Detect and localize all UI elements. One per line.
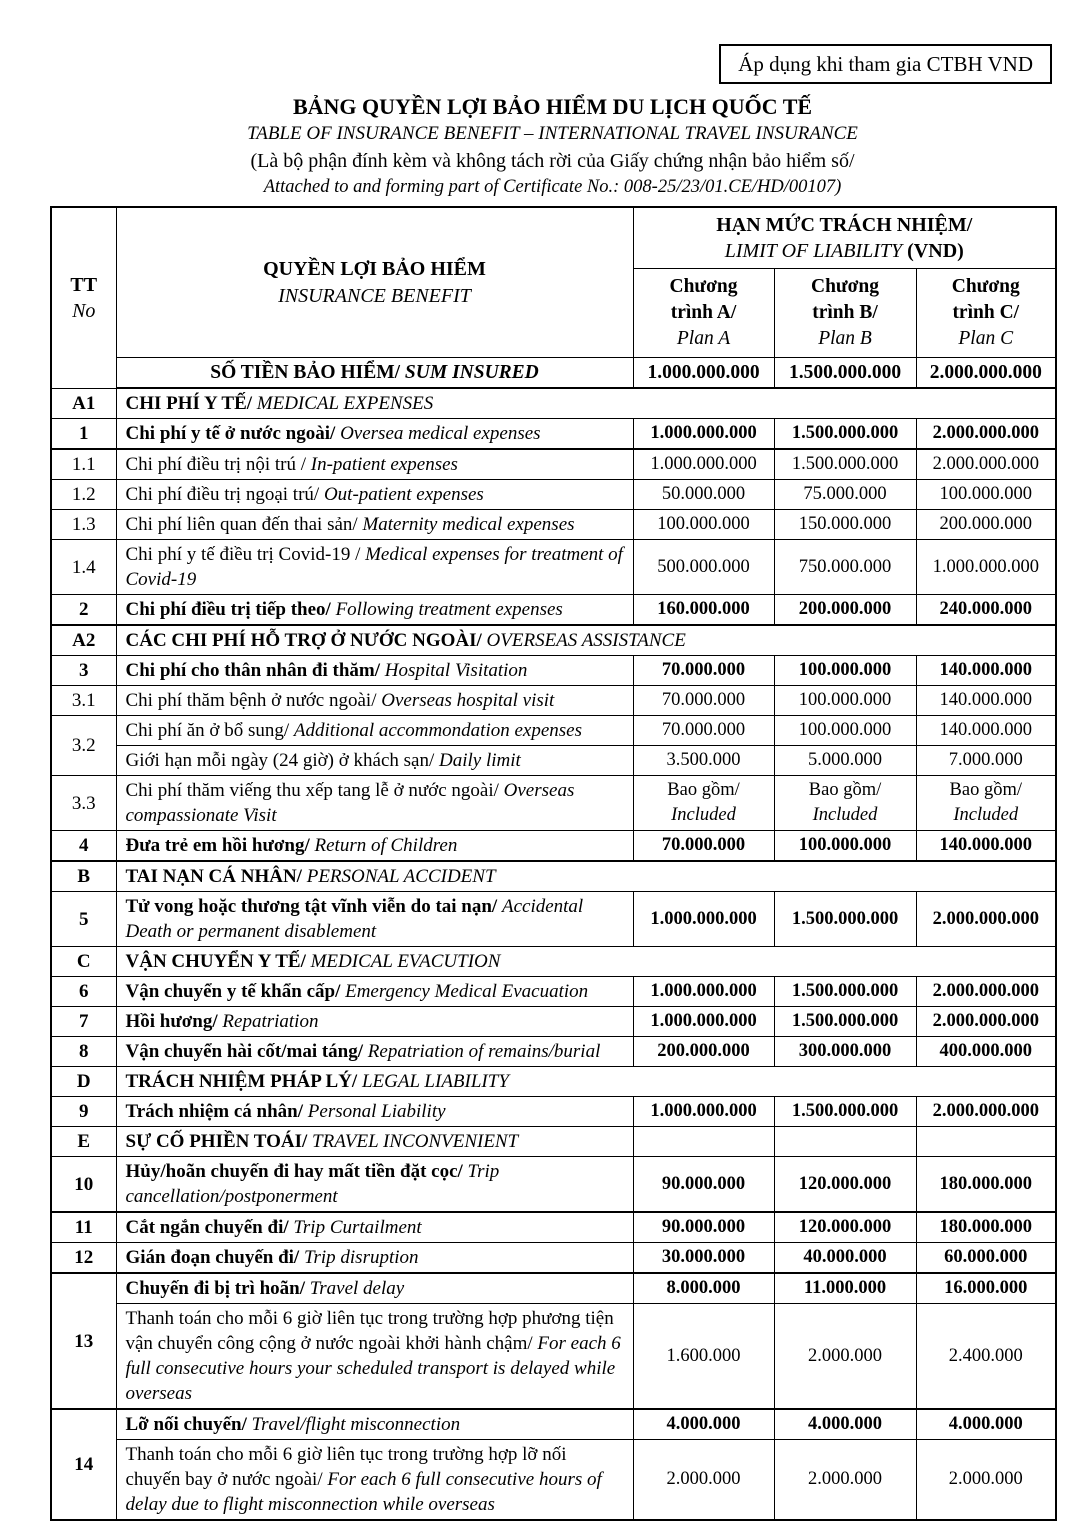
tt-cell xyxy=(51,656,116,686)
benefit-text-en: Following treatment expenses xyxy=(335,599,563,620)
benefit-text-vn: Chi phí điều trị nội trú / xyxy=(125,454,311,475)
value-cell-plan-c: 7.000.000 xyxy=(916,746,1056,776)
benefit-cell xyxy=(116,1037,633,1067)
value-cell-plan-a: 2.000.000 xyxy=(633,1440,774,1521)
value-cell-plan-a: 1.600.000 xyxy=(633,1304,774,1410)
benefit-text-vn: SỰ CỐ PHIỀN TOÁI/ xyxy=(125,1131,308,1152)
value-cell-plan-a: 90.000.000 xyxy=(633,1212,774,1243)
table-row-5 xyxy=(51,892,1056,947)
row-number: 1.2 xyxy=(71,484,96,505)
value-cell-plan-a-empty xyxy=(633,1127,774,1157)
benefit-text-en: Trip disruption xyxy=(303,1247,419,1268)
benefit-cell xyxy=(116,686,633,716)
value-cell-plan-c: 1.000.000.000 xyxy=(916,540,1056,595)
value-cell-plan-a: 90.000.000 xyxy=(633,1157,774,1213)
value-cell-plan-b: 100.000.000 xyxy=(774,831,916,862)
benefit-text-en: Repatriation of remains/burial xyxy=(367,1041,601,1062)
benefit-text-vn: Tử vong hoặc thương tật vĩnh viễn do tai nạn/ xyxy=(125,896,502,917)
value-cell-plan-b: 100.000.000 xyxy=(774,716,916,746)
value-cell-plan-b: 120.000.000 xyxy=(774,1212,916,1243)
value-cell-plan-a: 70.000.000 xyxy=(633,656,774,686)
table-row-3.1 xyxy=(51,686,1056,716)
table-row-3.2 xyxy=(51,716,1056,746)
benefit-text-vn: TRÁCH NHIỆM PHÁP LÝ/ xyxy=(125,1071,358,1092)
sum-insured-label-cell xyxy=(116,358,633,389)
value-cell-plan-c xyxy=(916,776,1056,831)
benefit-cell xyxy=(116,595,633,626)
tt-cell xyxy=(51,1097,116,1127)
plan-a-header-cell xyxy=(633,269,774,358)
benefit-text-vn: Thanh toán cho mỗi 6 giờ liên tục trong trường hợp lỡ nối chuyến bay ở nước ngoài/ xyxy=(125,1444,567,1490)
value-cell-plan-b: 5.000.000 xyxy=(774,746,916,776)
certificate-note-vn: (Là bộ phận đính kèm và không tách rời của Giấy chứng nhận bảo hiểm số/ xyxy=(250,150,855,172)
table-row-9 xyxy=(51,1097,1056,1127)
value-cell-plan-b: 1.500.000.000 xyxy=(774,977,916,1007)
benefit-cell xyxy=(116,480,633,510)
value-cell-plan-a: 4.000.000 xyxy=(633,1409,774,1440)
row-number: 12 xyxy=(74,1247,94,1268)
row-number: 4 xyxy=(79,835,89,856)
table-row-B xyxy=(51,861,1056,892)
certificate-note-en: Attached to and forming part of Certificate No.: 008-25/23/01.CE/HD/00107) xyxy=(263,177,842,197)
benefit-text-en: Overseas hospital visit xyxy=(381,690,555,711)
benefit-text-vn: Chi phí điều trị tiếp theo/ xyxy=(125,599,336,620)
benefit-text-vn: Chi phí y tế điều trị Covid-19 / xyxy=(125,544,366,565)
value-cell-plan-a: 200.000.000 xyxy=(633,1037,774,1067)
tt-header-cell xyxy=(51,207,116,388)
sum-insured-row xyxy=(51,358,1056,389)
table-row-A1 xyxy=(51,388,1056,419)
benefit-cell xyxy=(116,510,633,540)
value-cell-plan-b: 2.000.000 xyxy=(774,1304,916,1410)
row-number: 5 xyxy=(79,908,89,930)
value-cell-plan-c: 2.000.000.000 xyxy=(916,892,1056,947)
value-cell-plan-a xyxy=(633,776,774,831)
row-number: 3 xyxy=(79,660,89,681)
benefit-text-vn: Vận chuyển y tế khẩn cấp/ xyxy=(125,981,346,1002)
table-row-1.2 xyxy=(51,480,1056,510)
value-cell-plan-a: 1.000.000.000 xyxy=(633,892,774,947)
row-number: 1 xyxy=(79,423,89,444)
page-title-en: TABLE OF INSURANCE BENEFIT – INTERNATIONAL TRAVEL INSURANCE xyxy=(247,123,858,144)
value-cell-plan-a: 8.000.000 xyxy=(633,1273,774,1304)
benefit-text-vn: Chi phí thăm viếng thu xếp tang lễ ở nước ngoài/ xyxy=(125,780,504,801)
value-cell-plan-b-empty xyxy=(774,1127,916,1157)
row-number: 7 xyxy=(79,1011,89,1032)
benefit-text-en: Daily limit xyxy=(439,750,521,771)
benefit-text-vn: Chi phí cho thân nhân đi thăm/ xyxy=(125,660,385,681)
row-number: 1.3 xyxy=(71,514,96,535)
tt-cell xyxy=(51,1243,116,1274)
value-cell-plan-a: 100.000.000 xyxy=(633,510,774,540)
page-title-vn: BẢNG QUYỀN LỢI BẢO HIỂM DU LỊCH QUỐC TẾ xyxy=(292,94,813,119)
benefit-cell xyxy=(116,1212,633,1243)
value-cell-plan-c: 140.000.000 xyxy=(916,686,1056,716)
table-row-1.1 xyxy=(51,449,1056,480)
table-row-C xyxy=(51,947,1056,977)
tt-cell xyxy=(51,686,116,716)
value-cell-plan-c: 4.000.000 xyxy=(916,1409,1056,1440)
benefit-text-en: Personal Liability xyxy=(307,1101,446,1122)
tt-cell xyxy=(51,449,116,480)
benefit-text-en: Medical expenses for treatment of Covid-19 xyxy=(125,544,623,590)
sum-insured-value-plan-c: 2.000.000.000 xyxy=(916,358,1056,389)
value-cell-plan-a: 1.000.000.000 xyxy=(633,1097,774,1127)
tt-cell xyxy=(51,595,116,626)
value-line-vn: Bao gồm/ xyxy=(949,780,1022,800)
benefit-text-vn: Thanh toán cho mỗi 6 giờ liên tục trong trường hợp phương tiện vận chuyển công cộng ở nước ngoài khởi hành chậm/ xyxy=(125,1308,614,1354)
benefit-text-en: In-patient expenses xyxy=(310,454,458,475)
benefit-cell xyxy=(116,746,633,776)
value-cell-plan-a: 70.000.000 xyxy=(633,831,774,862)
benefit-text-en: Repatriation xyxy=(222,1011,319,1032)
value-cell-plan-c: 2.000.000.000 xyxy=(916,1007,1056,1037)
benefit-table xyxy=(50,206,1057,1521)
benefit-text-vn: CHI PHÍ Y TẾ/ xyxy=(125,393,253,414)
value-line-vn: Bao gồm/ xyxy=(808,780,882,800)
currency-tag-label: Áp dụng khi tham gia CTBH VND xyxy=(738,52,1033,76)
value-cell-plan-b: 1.500.000.000 xyxy=(774,892,916,947)
value-cell-plan-a: 160.000.000 xyxy=(633,595,774,626)
tt-cell xyxy=(51,1273,116,1409)
benefit-cell xyxy=(116,1243,633,1274)
plan-b-en: Plan B xyxy=(818,328,872,349)
value-cell-plan-c: 140.000.000 xyxy=(916,831,1056,862)
benefit-text-vn: Chi phí ăn ở bổ sung/ xyxy=(125,720,294,741)
value-cell-plan-a: 500.000.000 xyxy=(633,540,774,595)
table-row-14 xyxy=(51,1409,1056,1440)
sum-insured-value-plan-a: 1.000.000.000 xyxy=(633,358,774,389)
benefit-header-vn: QUYỀN LỢI BẢO HIỂM xyxy=(263,257,486,280)
row-number: E xyxy=(77,1131,91,1152)
benefit-cell xyxy=(116,1409,633,1440)
value-cell-plan-b: 300.000.000 xyxy=(774,1037,916,1067)
benefit-text-en: Maternity medical expenses xyxy=(362,514,575,535)
value-cell-plan-c: 180.000.000 xyxy=(916,1157,1056,1213)
table-row-1.4 xyxy=(51,540,1056,595)
benefit-cell xyxy=(116,776,633,831)
tt-cell xyxy=(51,625,116,656)
table-row-14-sub xyxy=(51,1440,1056,1521)
table-row-2 xyxy=(51,595,1056,626)
benefit-cell xyxy=(116,656,633,686)
plan-c-en: Plan C xyxy=(958,328,1014,349)
tt-cell xyxy=(51,977,116,1007)
tt-cell xyxy=(51,1409,116,1520)
value-line-vn: Bao gồm/ xyxy=(667,780,740,800)
value-cell-plan-c: 200.000.000 xyxy=(916,510,1056,540)
value-cell-plan-b: 1.500.000.000 xyxy=(774,1007,916,1037)
table-row-13-sub xyxy=(51,1304,1056,1410)
value-cell-plan-a: 30.000.000 xyxy=(633,1243,774,1274)
tt-cell xyxy=(51,388,116,419)
table-row-8 xyxy=(51,1037,1056,1067)
row-number: 3.2 xyxy=(71,735,96,756)
benefit-text-en: Trip cancellation/postponerment xyxy=(125,1161,500,1207)
benefit-text-en: Additional accommondation expenses xyxy=(293,720,582,741)
row-number: B xyxy=(77,866,91,887)
benefit-cell xyxy=(116,625,1056,656)
row-number: 8 xyxy=(79,1041,89,1062)
row-number: 9 xyxy=(79,1101,89,1122)
benefit-text-en: OVERSEAS ASSISTANCE xyxy=(481,630,686,651)
benefit-text-vn: Chi phí liên quan đến thai sản/ xyxy=(125,514,363,535)
benefit-cell xyxy=(116,1304,633,1410)
benefit-text-vn: Chuyến đi bị trì hoãn/ xyxy=(125,1278,310,1299)
value-cell-plan-a: 1.000.000.000 xyxy=(633,977,774,1007)
benefit-text-en: LEGAL LIABILITY xyxy=(357,1071,509,1092)
benefit-header-cell xyxy=(116,207,633,358)
tt-cell xyxy=(51,1007,116,1037)
value-cell-plan-c: 2.000.000.000 xyxy=(916,419,1056,450)
plan-a-vn-line2: trình A/ xyxy=(670,302,737,323)
table-row-7 xyxy=(51,1007,1056,1037)
value-cell-plan-b: 40.000.000 xyxy=(774,1243,916,1274)
benefit-cell xyxy=(116,1067,1056,1097)
tt-cell xyxy=(51,1127,116,1157)
tt-cell xyxy=(51,716,116,776)
value-cell-plan-a: 1.000.000.000 xyxy=(633,1007,774,1037)
benefit-header-en: INSURANCE BENEFIT xyxy=(278,284,471,307)
row-number: 11 xyxy=(74,1217,93,1238)
table-row-1 xyxy=(51,419,1056,450)
value-cell-plan-a: 3.500.000 xyxy=(633,746,774,776)
table-row-13 xyxy=(51,1273,1056,1304)
plan-c-header-cell xyxy=(916,269,1056,358)
benefit-text-en: Emergency Medical Evacuation xyxy=(345,981,589,1002)
benefit-text-en: PERSONAL ACCIDENT xyxy=(301,866,496,887)
benefit-cell xyxy=(116,1127,633,1157)
benefit-text-en: Trip Curtailment xyxy=(293,1217,422,1238)
table-row-12 xyxy=(51,1243,1056,1274)
benefit-text-vn: Đưa trẻ em hồi hương/ xyxy=(125,835,315,856)
row-number: 3.3 xyxy=(71,792,96,814)
benefit-cell xyxy=(116,947,1056,977)
tt-cell xyxy=(51,1157,116,1213)
document-titles xyxy=(50,93,1055,199)
tt-header-en: No xyxy=(72,299,96,322)
table-row-6 xyxy=(51,977,1056,1007)
benefit-cell xyxy=(116,1440,633,1521)
benefit-text-vn: Chi phí thăm bệnh ở nước ngoài/ xyxy=(125,690,382,711)
value-cell-plan-c: 180.000.000 xyxy=(916,1212,1056,1243)
value-cell-plan-b: 100.000.000 xyxy=(774,656,916,686)
benefit-text-en: Overseas compassionate Visit xyxy=(125,780,575,826)
value-cell-plan-c: 100.000.000 xyxy=(916,480,1056,510)
sum-insured-label-en: SUM INSURED xyxy=(400,362,539,383)
benefit-text-en: MEDICAL EXPENSES xyxy=(252,393,434,414)
benefit-text-vn: VẬN CHUYỂN Y TẾ/ xyxy=(125,951,306,972)
benefit-text-en: Accidental Death or permanent disablement xyxy=(125,896,584,942)
row-number: C xyxy=(76,951,91,972)
value-cell-plan-b: 1.500.000.000 xyxy=(774,449,916,480)
value-cell-plan-a: 70.000.000 xyxy=(633,716,774,746)
benefit-cell xyxy=(116,1097,633,1127)
sum-insured-value-plan-b: 1.500.000.000 xyxy=(774,358,916,389)
value-cell-plan-c: 16.000.000 xyxy=(916,1273,1056,1304)
value-cell-plan-a: 70.000.000 xyxy=(633,686,774,716)
benefit-cell xyxy=(116,388,1056,419)
table-row-3.2-sub xyxy=(51,746,1056,776)
tt-cell xyxy=(51,776,116,831)
value-cell-plan-b: 2.000.000 xyxy=(774,1440,916,1521)
row-number: 10 xyxy=(74,1173,94,1195)
tt-cell xyxy=(51,831,116,862)
value-line-en: Included xyxy=(953,805,1019,825)
value-cell-plan-c: 60.000.000 xyxy=(916,1243,1056,1274)
benefit-cell xyxy=(116,861,1056,892)
value-cell-plan-c: 2.000.000.000 xyxy=(916,977,1056,1007)
benefit-cell xyxy=(116,540,633,595)
benefit-text-vn: Hủy/hoãn chuyến đi hay mất tiền đặt cọc/ xyxy=(125,1161,468,1182)
table-row-D xyxy=(51,1067,1056,1097)
value-cell-plan-b: 4.000.000 xyxy=(774,1409,916,1440)
benefit-text-en: Travel/flight misconnection xyxy=(251,1414,461,1435)
value-line-en: Included xyxy=(812,805,878,825)
value-cell-plan-c: 400.000.000 xyxy=(916,1037,1056,1067)
benefit-cell xyxy=(116,716,633,746)
value-cell-plan-a: 1.000.000.000 xyxy=(633,449,774,480)
value-cell-plan-c: 2.000.000.000 xyxy=(916,1097,1056,1127)
tt-cell xyxy=(51,480,116,510)
benefit-text-en: Return of Children xyxy=(314,835,458,856)
benefit-text-vn: Lỡ nối chuyến/ xyxy=(125,1414,252,1435)
limit-header-vn: HẠN MỨC TRÁCH NHIỆM/ xyxy=(716,214,973,236)
value-cell-plan-c: 2.400.000 xyxy=(916,1304,1056,1410)
plan-a-vn-line1: Chương xyxy=(669,276,738,297)
plan-a-en: Plan A xyxy=(676,328,731,349)
value-line-en: Included xyxy=(671,805,736,825)
tt-cell xyxy=(51,1212,116,1243)
plan-c-vn-line2: trình C/ xyxy=(952,302,1020,323)
benefit-text-en: TRAVEL INCONVENIENT xyxy=(307,1131,519,1152)
benefit-text-en: Oversea medical expenses xyxy=(340,423,541,444)
header-row-limit xyxy=(51,207,1056,269)
benefit-text-vn: Chi phí điều trị ngoại trú/ xyxy=(125,484,324,505)
table-row-3 xyxy=(51,656,1056,686)
benefit-table-body xyxy=(51,207,1056,1520)
plan-b-vn-line2: trình B/ xyxy=(812,302,878,323)
value-cell-plan-b: 75.000.000 xyxy=(774,480,916,510)
row-number: 1.4 xyxy=(71,556,96,578)
tt-cell xyxy=(51,861,116,892)
benefit-text-vn: Chi phí y tế ở nước ngoài/ xyxy=(125,423,341,444)
benefit-text-en: For each 6 full consecutive hours your scheduled transport is delayed while overseas xyxy=(125,1333,621,1404)
table-row-A2 xyxy=(51,625,1056,656)
value-cell-plan-b: 1.500.000.000 xyxy=(774,419,916,450)
value-cell-plan-c: 240.000.000 xyxy=(916,595,1056,626)
table-row-4 xyxy=(51,831,1056,862)
tt-cell xyxy=(51,1037,116,1067)
tt-cell xyxy=(51,510,116,540)
value-cell-plan-b: 120.000.000 xyxy=(774,1157,916,1213)
benefit-text-en: MEDICAL EVACUTION xyxy=(305,951,501,972)
benefit-cell xyxy=(116,977,633,1007)
value-cell-plan-c-empty xyxy=(916,1127,1056,1157)
limit-header-currency: (VND) xyxy=(902,240,964,262)
tt-cell xyxy=(51,947,116,977)
benefit-text-vn: Trách nhiệm cá nhân/ xyxy=(125,1101,308,1122)
value-cell-plan-c: 140.000.000 xyxy=(916,716,1056,746)
benefit-cell xyxy=(116,1273,633,1304)
row-number: D xyxy=(76,1071,91,1092)
plan-b-header-cell xyxy=(774,269,916,358)
benefit-cell xyxy=(116,449,633,480)
value-cell-plan-b: 1.500.000.000 xyxy=(774,1097,916,1127)
benefit-text-en: For each 6 full consecutive hours of delay due to flight misconnection while overseas xyxy=(125,1469,602,1515)
value-cell-plan-a: 1.000.000.000 xyxy=(633,419,774,450)
benefit-cell xyxy=(116,419,633,450)
benefit-text-vn: Vận chuyển hài cốt/mai táng/ xyxy=(125,1041,368,1062)
benefit-cell xyxy=(116,1007,633,1037)
limit-header-en: LIMIT OF LIABILITY xyxy=(724,240,903,262)
benefit-cell xyxy=(116,831,633,862)
table-row-1.3 xyxy=(51,510,1056,540)
value-cell-plan-c: 2.000.000 xyxy=(916,1440,1056,1521)
benefit-text-vn: Gián đoạn chuyến đi/ xyxy=(125,1247,304,1268)
row-number: 2 xyxy=(79,599,89,620)
value-cell-plan-c: 2.000.000.000 xyxy=(916,449,1056,480)
tt-cell xyxy=(51,540,116,595)
value-cell-plan-b: 11.000.000 xyxy=(774,1273,916,1304)
benefit-text-vn: CÁC CHI PHÍ HỖ TRỢ Ở NƯỚC NGOÀI/ xyxy=(125,630,482,651)
sum-insured-label-vn: SỐ TIỀN BẢO HIỂM/ xyxy=(210,362,401,383)
currency-tag-box xyxy=(719,44,1052,84)
table-row-3.3 xyxy=(51,776,1056,831)
table-row-10 xyxy=(51,1157,1056,1213)
value-cell-plan-b xyxy=(774,776,916,831)
tt-cell xyxy=(51,892,116,947)
value-cell-plan-b: 750.000.000 xyxy=(774,540,916,595)
plan-b-vn-line1: Chương xyxy=(810,276,880,297)
table-row-11 xyxy=(51,1212,1056,1243)
tt-header-vn: TT xyxy=(70,273,98,296)
plan-c-vn-line1: Chương xyxy=(951,276,1020,297)
value-cell-plan-b: 150.000.000 xyxy=(774,510,916,540)
benefit-text-vn: Hồi hương/ xyxy=(125,1011,223,1032)
row-number: 3.1 xyxy=(71,690,96,711)
row-number: A2 xyxy=(72,630,96,651)
benefit-text-vn: Cắt ngắn chuyến đi/ xyxy=(125,1217,294,1238)
benefit-text-en: Travel delay xyxy=(309,1278,405,1299)
row-number: 6 xyxy=(79,981,89,1002)
row-number: 13 xyxy=(74,1330,94,1352)
row-number: A1 xyxy=(72,392,96,414)
benefit-cell xyxy=(116,1157,633,1213)
row-number: 1.1 xyxy=(71,454,96,475)
tt-cell xyxy=(51,1067,116,1097)
value-cell-plan-b: 200.000.000 xyxy=(774,595,916,626)
value-cell-plan-c: 140.000.000 xyxy=(916,656,1056,686)
benefit-cell xyxy=(116,892,633,947)
limit-header-cell xyxy=(633,207,1056,269)
table-row-E xyxy=(51,1127,1056,1157)
value-cell-plan-a: 50.000.000 xyxy=(633,480,774,510)
value-cell-plan-b: 100.000.000 xyxy=(774,686,916,716)
benefit-text-en: Hospital Visitation xyxy=(384,660,528,681)
tt-cell xyxy=(51,419,116,450)
benefit-text-en: Out-patient expenses xyxy=(323,484,484,505)
benefit-text-vn: Giới hạn mỗi ngày (24 giờ) ở khách sạn/ xyxy=(125,750,439,771)
benefit-text-vn: TAI NẠN CÁ NHÂN/ xyxy=(125,866,302,887)
row-number: 14 xyxy=(74,1454,94,1475)
